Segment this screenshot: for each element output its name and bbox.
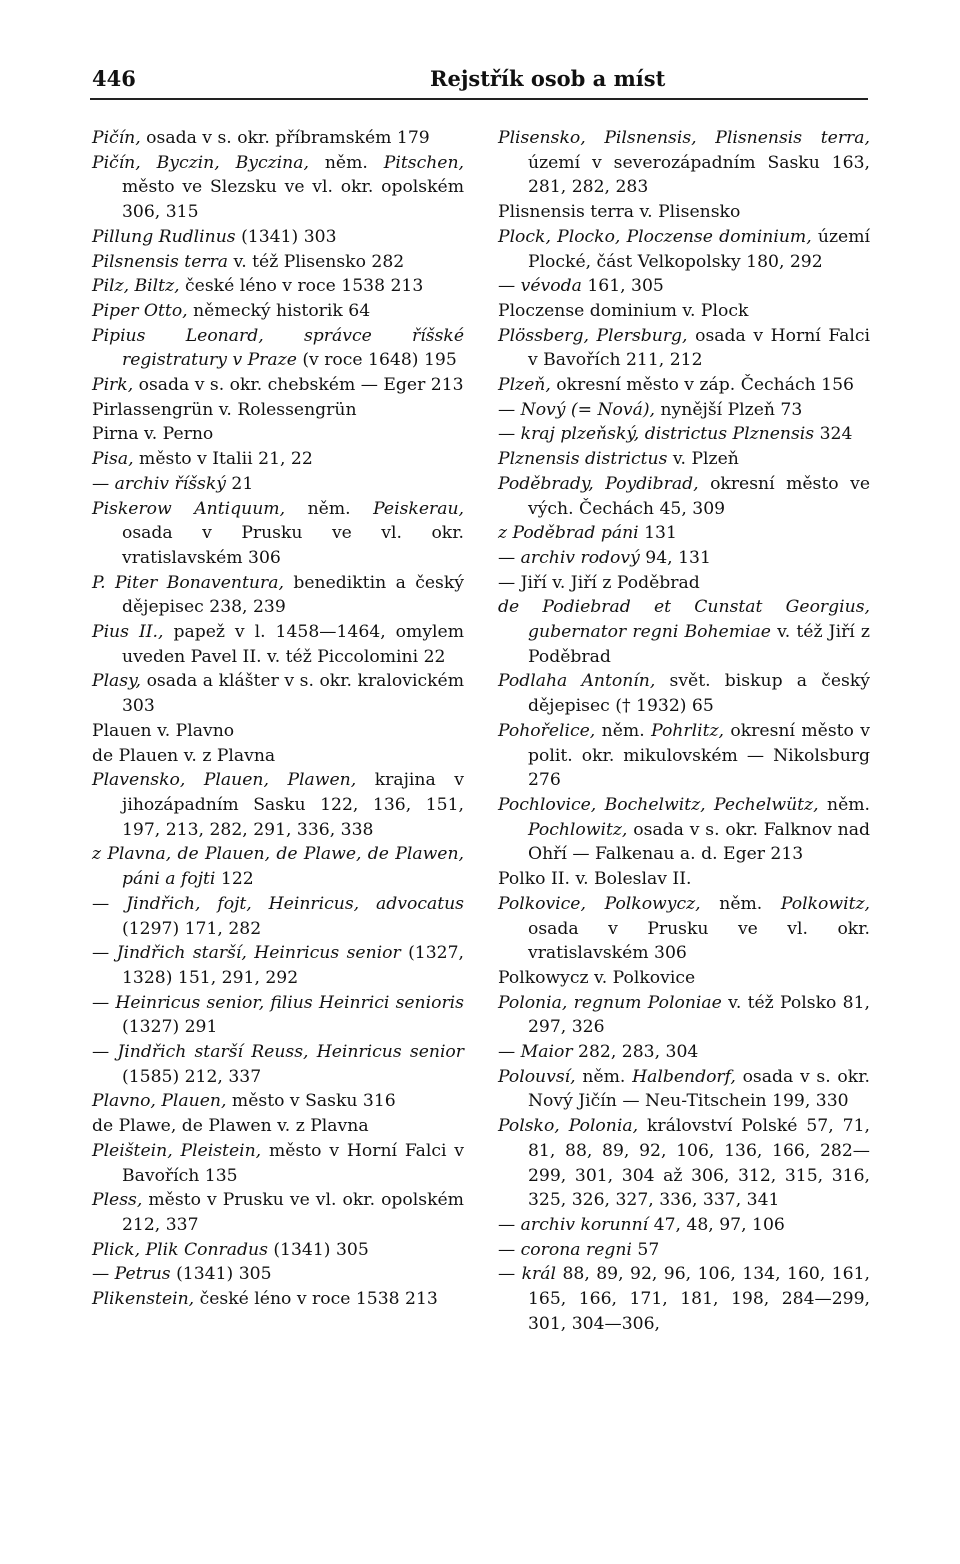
index-entry	[498, 472, 870, 521]
entry-italic-text: Pless,	[92, 1190, 143, 1211]
index-entry	[498, 991, 870, 1040]
entry-italic-text: archiv rodový	[520, 547, 640, 568]
entry-italic-text: Nový (= Nová),	[520, 399, 656, 420]
entry-text: (1341) 305	[170, 1264, 272, 1285]
entry-text: (1327) 291	[122, 1017, 218, 1038]
entry-text: 131	[638, 523, 677, 544]
entry-italic-text: Polkowitz,	[780, 893, 870, 914]
running-title: Rejstřík osob a míst	[430, 66, 666, 91]
entry-text: —	[92, 1042, 118, 1063]
entry-italic-text: Pilsnensis terra	[92, 251, 229, 272]
index-entry	[92, 324, 464, 373]
entry-text: (1327, 1328) 151, 291, 292	[122, 943, 465, 988]
entry-italic-text: Pius II.,	[92, 622, 164, 643]
index-entry	[498, 867, 870, 892]
entry-italic-text: Polkovice, Polkowycz,	[498, 893, 701, 914]
entry-text: město ve Slezsku ve vl. okr. opolském 306, 315	[122, 177, 464, 223]
index-entry	[92, 274, 464, 299]
index-entry	[498, 719, 870, 793]
entry-text: 94, 131	[639, 547, 711, 568]
entry-italic-text: Pisa,	[92, 449, 134, 470]
entry-text: něm.	[308, 152, 384, 173]
index-entry	[92, 373, 464, 398]
entry-text: osada v Prusku ve vl. okr. vratislavském 306	[528, 918, 870, 964]
entry-text: —	[498, 276, 521, 297]
entry-italic-text: Plössberg, Plersburg,	[498, 325, 688, 346]
index-entry	[498, 1114, 870, 1213]
entry-text: okresní město v záp. Čechách 156	[550, 375, 854, 396]
entry-italic-text: archiv říšský	[114, 473, 226, 494]
index-entry	[498, 398, 870, 423]
entry-text: nynější Plzeň 73	[655, 399, 803, 420]
entry-text: benediktin a český dějepisec 238, 239	[122, 572, 464, 618]
entry-text: papež v l. 1458—1464, omylem uveden Pavel II. v. též Piccolomini 22	[122, 622, 465, 667]
index-entry	[92, 842, 464, 891]
index-entry	[498, 1213, 870, 1238]
entry-italic-text: Pleištein, Pleistein,	[92, 1140, 262, 1161]
entry-italic-text: Piper Otto,	[92, 300, 188, 321]
entry-text: —	[498, 1042, 521, 1063]
entry-italic-text: Pochlowitz,	[528, 819, 628, 840]
index-entry	[498, 225, 870, 274]
entry-italic-text: Pipius Leonard, správce říšské registratury v Praze	[92, 325, 464, 371]
entry-italic-text: Heinricus senior, filius Heinrici senioris	[115, 992, 465, 1013]
index-entry	[498, 595, 870, 669]
entry-text: —	[498, 1264, 522, 1285]
entry-italic-text: Halbendorf,	[632, 1066, 736, 1087]
entry-text: (1341) 303	[235, 226, 337, 247]
entry-text: osada a klášter v s. okr. kralovickém 303	[122, 671, 464, 717]
entry-italic-text: Jindřich starší, Heinricus senior	[116, 943, 401, 964]
entry-text: v. též Jiří z Poděbrad	[528, 622, 870, 667]
entry-text: osada v s. okr. příbramském 179	[140, 128, 430, 148]
entry-italic-text: Petrus	[114, 1264, 171, 1285]
entry-italic-text: Polouvsí,	[498, 1066, 576, 1087]
entry-italic-text: Pillung Rudlinus	[92, 226, 236, 247]
index-entry	[498, 546, 870, 571]
entry-italic-text: z Poděbrad páni	[498, 523, 639, 544]
entry-text: české léno v roce 1538 213	[179, 276, 424, 297]
entry-text: —	[498, 1214, 521, 1235]
entry-text: de Plawe, de Plawen v. z Plavna	[92, 1116, 369, 1137]
index-entry	[498, 422, 870, 447]
entry-italic-text: Plikenstein,	[92, 1289, 195, 1310]
entry-text: —	[92, 473, 115, 494]
index-entry	[92, 1238, 464, 1263]
entry-italic-text: Maior	[520, 1042, 573, 1063]
entry-italic-text: de Podiebrad et Cunstat Georgius, gubernator regni Bohemiae	[498, 597, 870, 643]
entry-text: něm.	[700, 893, 781, 914]
index-entry	[92, 1287, 464, 1312]
entry-italic-text: Plisensko, Pilsnensis, Plisnensis terra,	[498, 128, 870, 148]
entry-italic-text: Polsko, Polonia,	[498, 1116, 639, 1137]
index-entry	[498, 892, 870, 966]
index-entry	[92, 744, 464, 769]
entry-text: (1585) 212, 337	[122, 1066, 262, 1087]
index-entry	[498, 571, 870, 596]
index-entry	[498, 1262, 870, 1336]
entry-italic-text: Plavensko, Plauen, Plawen,	[92, 770, 357, 791]
index-entry	[92, 225, 464, 250]
entry-text: město v Sasku 316	[226, 1091, 396, 1112]
entry-italic-text: Pilz, Biltz,	[92, 276, 180, 297]
entry-text: osada v Prusku ve vl. okr. vratislavském 306	[122, 523, 464, 568]
entry-text: území v severozápadním Sasku 163, 281, 282, 283	[528, 152, 870, 198]
index-entry	[92, 1139, 464, 1188]
index-entry	[498, 1040, 870, 1065]
entry-italic-text: z Plavna, de Plauen, de Plawe, de Plawen, páni a fojti	[92, 844, 464, 890]
entry-italic-text: Polonia, regnum Poloniae	[498, 992, 722, 1013]
entry-text: 161, 305	[581, 276, 664, 297]
index-entry	[498, 793, 870, 867]
entry-italic-text: Pohořelice,	[498, 720, 596, 741]
index-entry	[92, 1040, 464, 1089]
entry-text: (v roce 1648) 195	[296, 350, 457, 371]
index-entry	[498, 200, 870, 225]
index-entry	[498, 324, 870, 373]
entry-text: v. Plzeň	[667, 449, 739, 470]
entry-text: království Polské 57, 71, 81, 88, 89, 92, 106, 136, 166, 282—299, 301, 304 až 306, 312, 315, 316, 325, 326, 327, 336, 337, 341	[528, 1116, 870, 1211]
entry-italic-text: Poděbrady, Poydibrad,	[498, 473, 699, 494]
entry-italic-text: kraj plzeňský, districtus Plznensis	[520, 424, 815, 445]
entry-italic-text: vévoda	[520, 276, 582, 297]
entry-italic-text: Podlaha Antonín,	[498, 671, 656, 692]
entry-text: něm.	[285, 498, 374, 519]
entry-text: 21	[225, 473, 254, 494]
index-entry	[498, 447, 870, 472]
entry-italic-text: Plzeň,	[498, 375, 551, 396]
entry-text: —	[498, 424, 521, 445]
index-entry	[92, 1188, 464, 1237]
entry-text: 88, 89, 92, 96, 106, 134, 160, 161, 165, 166, 171, 181, 198, 284—299, 301, 304—306,	[528, 1264, 870, 1334]
entry-text: krajina v jihozápadním Sasku 122, 136, 151, 197, 213, 282, 291, 336, 338	[122, 770, 464, 840]
page-number: 446	[92, 66, 136, 91]
index-entry	[498, 966, 870, 991]
entry-text: (1297) 171, 282	[122, 918, 262, 939]
entry-text: 282, 283, 304	[572, 1042, 699, 1063]
index-entry	[92, 126, 464, 151]
entry-italic-text: Jindřich, fojt, Heinricus, advocatus	[126, 893, 464, 914]
entry-italic-text: Piskerow Antiquum,	[92, 498, 286, 519]
index-entry	[92, 299, 464, 324]
entry-text: něm.	[595, 720, 652, 741]
entry-text: osada v Horní Falci v Bavořích 211, 212	[528, 325, 870, 371]
running-header	[90, 64, 868, 100]
index-entry	[92, 892, 464, 941]
index-entry	[92, 497, 464, 571]
entry-text: osada v s. okr. Nový Jičín — Neu-Titschein 199, 330	[528, 1066, 870, 1112]
entry-text: 47, 48, 97, 106	[648, 1214, 785, 1235]
index-entry	[92, 991, 464, 1040]
entry-text: Plisnensis terra v. Plisensko	[498, 202, 741, 223]
entry-text: město v Italii 21, 22	[133, 449, 313, 470]
entry-text: Pirna v. Perno	[92, 424, 214, 445]
entry-text: Plauen v. Plavno	[92, 720, 235, 741]
entry-italic-text: Plasy,	[92, 671, 142, 692]
entry-italic-text: Plznensis districtus	[498, 449, 668, 470]
entry-text: 122	[215, 869, 254, 890]
entry-text: něm.	[575, 1066, 633, 1087]
entry-italic-text: Pirk,	[92, 375, 134, 396]
index-entry	[92, 1262, 464, 1287]
entry-text: v. též Polsko 81, 297, 326	[528, 992, 870, 1038]
entry-text: —	[92, 1264, 115, 1285]
index-entry	[498, 521, 870, 546]
entry-text: — Jiří v. Jiří z Poděbrad	[498, 572, 700, 593]
entry-italic-text: Pohrlitz,	[651, 720, 725, 741]
index-entry	[92, 669, 464, 718]
index-entry	[498, 126, 870, 200]
entry-italic-text: P. Piter Bonaventura,	[92, 572, 284, 593]
index-entry	[92, 571, 464, 620]
index-entry	[498, 299, 870, 324]
entry-text: 57	[631, 1239, 660, 1260]
entry-italic-text: Jindřich starší Reuss, Heinricus senior	[117, 1042, 464, 1063]
index-entry	[498, 1065, 870, 1114]
entry-text: svět. biskup a český dějepisec († 1932) 65	[528, 671, 870, 717]
entry-text: v. též Plisensko 282	[228, 251, 405, 272]
index-entry	[92, 1089, 464, 1114]
entry-italic-text: Pitschen,	[383, 152, 464, 173]
index-entry	[92, 398, 464, 423]
index-column-right	[498, 126, 870, 1336]
entry-italic-text: Plick, Plik Conradus	[92, 1239, 268, 1260]
entry-italic-text: Pochlovice, Bochelwitz, Pechelwütz,	[498, 794, 819, 815]
entry-italic-text: Plock, Plocko, Ploczense dominium,	[498, 226, 812, 247]
entry-text: něm.	[818, 794, 870, 815]
index-entry	[92, 620, 464, 669]
entry-text: město v Horní Falci v Bavořích 135	[122, 1140, 465, 1186]
index-entry	[498, 373, 870, 398]
entry-italic-text: corona regni	[520, 1239, 632, 1260]
entry-text: —	[498, 547, 521, 568]
entry-text: území Plocké, část Velkopolsky 180, 292	[528, 226, 870, 272]
entry-text: okresní město v polit. okr. mikulovském — Nikolsburg 276	[528, 720, 871, 791]
index-entry	[92, 151, 464, 225]
entry-text: de Plauen v. z Plavna	[92, 745, 276, 766]
entry-text: německý historik 64	[187, 300, 371, 321]
entry-italic-text: král	[521, 1264, 557, 1285]
entry-text: 324	[814, 424, 853, 445]
entry-text: české léno v roce 1538 213	[194, 1289, 438, 1310]
entry-italic-text: Pičín, Byczin, Byczina,	[92, 152, 309, 173]
entry-text: —	[498, 399, 521, 420]
entry-text: —	[498, 1239, 521, 1260]
entry-text: (1341) 305	[267, 1239, 369, 1260]
index-entry	[92, 1114, 464, 1139]
entry-text: Pirlassengrün v. Rolessengrün	[92, 399, 357, 420]
index-entry	[92, 768, 464, 842]
entry-text: osada v s. okr. Falknov nad Ohří — Falkenau a. d. Eger 213	[528, 819, 870, 865]
index-column-left	[92, 126, 464, 1312]
entry-italic-text: Peiskerau,	[373, 498, 464, 519]
index-entry	[92, 250, 464, 275]
entry-italic-text: Plavno, Plauen,	[92, 1091, 227, 1112]
entry-text: Polko II. v. Boleslav II.	[498, 869, 692, 890]
entry-text: Polkowycz v. Polkovice	[498, 967, 696, 988]
index-entry	[92, 447, 464, 472]
index-entry	[498, 274, 870, 299]
index-entry	[92, 719, 464, 744]
index-entry	[92, 472, 464, 497]
entry-text: město v Prusku ve vl. okr. opolském 212, 337	[122, 1190, 464, 1235]
index-entry	[92, 941, 464, 990]
entry-text: —	[92, 893, 127, 914]
entry-text: osada v s. okr. chebském — Eger 213	[133, 375, 464, 396]
entry-text: —	[92, 992, 116, 1013]
entry-italic-text: archiv korunní	[520, 1214, 649, 1235]
index-entry	[498, 1238, 870, 1263]
entry-text: Ploczense dominium v. Plock	[498, 300, 749, 321]
entry-italic-text: Pičín,	[92, 128, 141, 148]
entry-text: okresní město ve vých. Čechách 45, 309	[528, 473, 870, 519]
index-entry	[92, 422, 464, 447]
entry-text: —	[92, 943, 117, 964]
index-entry	[498, 669, 870, 718]
